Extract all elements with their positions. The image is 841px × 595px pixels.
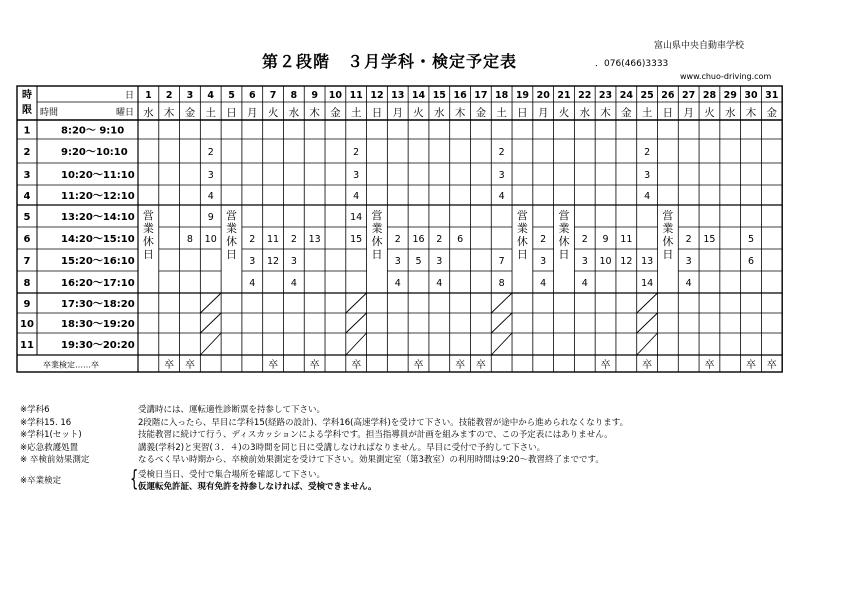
exam-note-line2: 仮運転免許証、現有免許を持参しなければ、受検できません。 xyxy=(138,482,377,492)
exam-note-label: ※卒業検定 xyxy=(20,475,62,486)
exam-row-label: 卒業検定……卒 xyxy=(43,360,99,370)
period-number: 8 xyxy=(23,278,31,289)
exam-mark: 卒 xyxy=(268,360,279,371)
day-number: 14 xyxy=(411,90,426,101)
period-number: 4 xyxy=(23,191,31,202)
day-number: 1 xyxy=(145,90,152,101)
closed-day-label: 日 xyxy=(371,248,383,261)
weekday: 金 xyxy=(330,107,341,119)
weekday: 月 xyxy=(683,107,694,119)
schedule-cell: 3 xyxy=(394,256,401,267)
period-number: 2 xyxy=(23,147,31,158)
note-label: ※応急救護処置 xyxy=(20,442,79,453)
period-time: 18:30～19:20 xyxy=(61,319,135,330)
day-number: 11 xyxy=(349,90,363,101)
weekday: 土 xyxy=(641,107,653,119)
note-text: なるべく早い時期から、卒検前効果測定を受けて下さい。効果測定室（第3教室）の利用時間は9:20～教習終了までです。 xyxy=(138,455,604,465)
website-url: www.chuo-driving.com xyxy=(680,72,772,81)
schedule-cell: 4 xyxy=(290,278,297,289)
weekday: 日 xyxy=(517,107,528,119)
period-number: 9 xyxy=(23,299,31,310)
schedule-cell: 2 xyxy=(353,147,360,158)
page-title: 第２段階 ３月学科・検定予定表 xyxy=(262,52,518,71)
period-time: 15:20～16:10 xyxy=(61,256,135,267)
exam-mark: 卒 xyxy=(642,360,653,371)
closed-day-label: 営 xyxy=(226,209,238,222)
weekday: 日 xyxy=(226,107,237,119)
period-time: 16:20～17:10 xyxy=(61,278,135,289)
day-number: 28 xyxy=(702,90,717,101)
exam-mark: 卒 xyxy=(766,360,777,371)
exam-mark: 卒 xyxy=(600,360,611,371)
schedule-cell: 14 xyxy=(641,278,654,289)
schedule-cell: 2 xyxy=(685,234,692,245)
weekday: 水 xyxy=(434,107,445,119)
schedule-cell: 9 xyxy=(602,234,609,245)
unavailable-slash xyxy=(346,333,367,355)
schedule-cell: 11 xyxy=(620,234,633,245)
period-number: 6 xyxy=(23,234,31,245)
weekday: 土 xyxy=(496,107,507,119)
schedule-cell: 3 xyxy=(644,170,651,181)
schedule-cell: 5 xyxy=(415,256,422,267)
closed-day-label: 営 xyxy=(662,209,674,222)
note-item xyxy=(20,417,628,430)
schedule-cell: 6 xyxy=(747,256,755,267)
closed-day-label: 営 xyxy=(558,209,570,222)
period-time: 19:30～20:20 xyxy=(61,340,135,351)
schedule-cell: 6 xyxy=(457,234,464,245)
weekday: 月 xyxy=(537,107,549,119)
schedule-cell: 5 xyxy=(747,234,755,245)
unavailable-slash xyxy=(637,293,658,313)
period-time: 14:20～15:10 xyxy=(61,234,135,245)
schedule-cell: 14 xyxy=(350,212,363,223)
exam-mark: 卒 xyxy=(704,360,715,371)
closed-day-label: 営 xyxy=(142,209,154,222)
schedule-cell: 9 xyxy=(207,212,214,223)
schedule-cell: 16 xyxy=(412,234,425,245)
closed-day-label: 休 xyxy=(662,235,674,248)
weekday: 土 xyxy=(350,107,362,119)
exam-mark: 卒 xyxy=(413,360,424,371)
schedule-cell: 8 xyxy=(498,278,505,289)
day-number: 26 xyxy=(661,90,675,101)
weekday: 火 xyxy=(267,107,279,119)
day-number: 29 xyxy=(723,90,737,101)
schedule-cell: 2 xyxy=(498,147,505,158)
note-text: 受講時には、運転適性診断票を持参して下さい。 xyxy=(138,405,326,415)
schedule-cell: 4 xyxy=(644,191,651,202)
unavailable-slash xyxy=(200,333,221,355)
note-label: ※学科1(セット) xyxy=(20,430,82,440)
day-number: 22 xyxy=(578,90,592,101)
period-time: 10:20～11:10 xyxy=(61,170,135,181)
schedule-cell: 3 xyxy=(498,170,505,181)
closed-day-label: 日 xyxy=(558,248,570,261)
day-number: 19 xyxy=(515,90,530,101)
weekday: 金 xyxy=(475,107,487,119)
period-number: 10 xyxy=(20,319,34,330)
schedule-cell: 10 xyxy=(599,256,612,267)
weekday: 木 xyxy=(454,107,466,119)
closed-day-label: 営 xyxy=(371,209,383,222)
closed-day-label: 業 xyxy=(558,222,570,235)
schedule-cell: 4 xyxy=(540,278,547,289)
schedule-cell: 4 xyxy=(249,278,256,289)
schedule-cell: 4 xyxy=(394,278,401,289)
exam-mark: 卒 xyxy=(455,360,466,371)
weekday: 木 xyxy=(163,107,175,119)
day-number: 20 xyxy=(536,90,550,101)
header-time-label: 時間 xyxy=(40,108,59,118)
day-number: 5 xyxy=(228,90,235,101)
weekday: 金 xyxy=(184,107,196,119)
closed-day-label: 日 xyxy=(226,248,238,261)
day-number: 21 xyxy=(557,90,571,101)
day-number: 12 xyxy=(370,90,384,101)
unavailable-slash xyxy=(491,313,512,333)
period-number: 3 xyxy=(23,170,31,181)
note-text: 技能教習に続けて行う、ディスカッションによる学科です。担当指導員が計画を組みますので、この予定表にはありません。 xyxy=(138,430,613,440)
header-period: 限 xyxy=(22,105,32,116)
weekday: 木 xyxy=(745,107,757,119)
weekday: 火 xyxy=(704,107,715,119)
header-day-label: 日 xyxy=(124,91,134,101)
note-item xyxy=(20,429,628,442)
schedule-cell: 3 xyxy=(207,170,214,181)
weekday: 水 xyxy=(143,107,154,119)
schedule-cell: 10 xyxy=(204,234,217,245)
schedule-cell: 3 xyxy=(436,256,443,267)
closed-day-label: 日 xyxy=(516,248,528,261)
closed-day-label: 日 xyxy=(662,248,674,261)
schedule-cell: 12 xyxy=(620,256,633,267)
schedule-cell: 4 xyxy=(685,278,692,289)
weekday: 月 xyxy=(247,107,258,119)
exam-note xyxy=(20,466,628,494)
exam-note-line1: 受検日当日、受付で集合場所を確認して下さい。 xyxy=(138,469,326,480)
day-number: 27 xyxy=(682,90,696,101)
period-time: 8:20～ 9:10 xyxy=(61,125,125,137)
schedule-cell: 2 xyxy=(436,234,443,245)
unavailable-slash xyxy=(491,293,512,313)
schedule-cell: 15 xyxy=(703,234,716,245)
phone-number: ．076(466)3333 xyxy=(595,59,669,69)
period-number: 1 xyxy=(23,125,31,137)
closed-day-label: 日 xyxy=(142,248,154,261)
day-number: 30 xyxy=(744,90,758,101)
note-text: 2段階に入ったら、早目に学科15(経路の設計)、学科16(高速学科)を受けて下さい。技能教習が途中から進められなくなります。 xyxy=(138,417,629,428)
schedule-cell: 4 xyxy=(436,278,443,289)
period-time: 9:20～10:10 xyxy=(61,147,128,158)
weekday: 水 xyxy=(579,107,591,119)
schedule-cell: 8 xyxy=(186,234,193,245)
schedule-cell: 2 xyxy=(290,234,297,245)
day-number: 16 xyxy=(453,90,467,101)
weekday: 木 xyxy=(309,107,320,119)
day-number: 15 xyxy=(432,90,446,101)
schedule-cell: 13 xyxy=(641,256,654,267)
schedule-cell: 2 xyxy=(394,234,401,245)
closed-day-label: 営 xyxy=(516,209,528,222)
header-weekday-label: 曜日 xyxy=(115,108,134,118)
day-number: 6 xyxy=(248,90,256,101)
schedule-cell: 15 xyxy=(350,234,363,245)
day-number: 2 xyxy=(165,90,173,101)
schedule-cell: 3 xyxy=(290,256,297,267)
closed-day-label: 休 xyxy=(558,235,570,248)
period-number: 5 xyxy=(23,212,31,223)
note-item xyxy=(20,442,628,455)
weekday: 日 xyxy=(662,107,674,119)
brace-icon: { xyxy=(130,466,139,492)
day-number: 7 xyxy=(269,90,277,101)
weekday: 月 xyxy=(392,107,403,119)
schedule-cell: 2 xyxy=(644,147,651,158)
schedule-cell: 2 xyxy=(249,234,256,245)
schedule-cell: 4 xyxy=(207,191,214,202)
period-time: 13:20～14:10 xyxy=(61,212,135,223)
notes-section xyxy=(20,404,628,494)
note-item xyxy=(20,454,628,467)
schedule-cell: 3 xyxy=(249,256,256,267)
schedule-cell: 4 xyxy=(353,191,360,202)
schedule-cell: 2 xyxy=(581,234,588,245)
schedule-cell: 2 xyxy=(540,234,547,245)
period-number: 11 xyxy=(20,340,34,351)
unavailable-slash xyxy=(346,313,367,333)
day-number: 17 xyxy=(474,90,488,101)
closed-day-label: 休 xyxy=(516,235,528,248)
day-number: 13 xyxy=(391,90,405,101)
day-number: 9 xyxy=(311,90,318,101)
schedule-cell: 4 xyxy=(581,278,588,289)
schedule-cell: 3 xyxy=(685,256,692,267)
day-number: 23 xyxy=(598,90,613,101)
schedule-cell: 4 xyxy=(498,191,505,202)
schedule-cell: 13 xyxy=(308,234,321,245)
weekday: 水 xyxy=(288,107,300,119)
header-period: 時 xyxy=(22,90,32,101)
unavailable-slash xyxy=(637,313,658,333)
unavailable-slash xyxy=(200,313,221,333)
unavailable-slash xyxy=(637,333,658,355)
closed-day-label: 業 xyxy=(142,222,154,235)
day-number: 8 xyxy=(290,90,298,101)
note-item xyxy=(20,404,628,417)
period-time: 17:30～18:20 xyxy=(61,299,135,310)
weekday: 水 xyxy=(724,107,736,119)
closed-day-label: 休 xyxy=(142,235,154,248)
day-number: 31 xyxy=(765,90,779,101)
weekday: 土 xyxy=(205,107,216,119)
closed-day-label: 休 xyxy=(371,235,383,248)
weekday: 木 xyxy=(600,107,611,119)
school-name: 富山県中央自動車学校 xyxy=(654,41,745,51)
note-label: ※ 卒検前効果測定 xyxy=(20,455,90,465)
closed-day-label: 業 xyxy=(662,222,674,235)
schedule-cell: 2 xyxy=(207,147,214,158)
schedule-cell: 3 xyxy=(540,256,547,267)
exam-mark: 卒 xyxy=(746,360,757,371)
exam-mark: 卒 xyxy=(184,360,195,371)
schedule-cell: 12 xyxy=(267,256,280,267)
closed-day-label: 休 xyxy=(226,235,238,248)
note-label: ※学科15. 16 xyxy=(20,417,72,428)
exam-mark: 卒 xyxy=(164,360,175,371)
weekday: 火 xyxy=(558,107,570,119)
closed-day-label: 業 xyxy=(226,222,238,235)
weekday: 金 xyxy=(621,107,632,119)
weekday: 金 xyxy=(766,107,778,119)
unavailable-slash xyxy=(200,293,221,313)
day-number: 10 xyxy=(328,90,343,101)
exam-mark: 卒 xyxy=(309,360,320,371)
day-number: 24 xyxy=(619,90,633,101)
exam-mark: 卒 xyxy=(475,360,486,371)
closed-day-label: 業 xyxy=(516,222,528,235)
exam-mark: 卒 xyxy=(351,360,362,371)
day-number: 25 xyxy=(640,90,654,101)
period-time: 11:20～12:10 xyxy=(61,191,135,202)
schedule-cell: 3 xyxy=(353,170,360,181)
unavailable-slash xyxy=(491,333,512,355)
closed-day-label: 業 xyxy=(371,222,383,235)
day-number: 4 xyxy=(207,90,215,101)
unavailable-slash xyxy=(346,293,367,313)
day-number: 3 xyxy=(186,90,194,101)
period-number: 7 xyxy=(23,256,31,267)
weekday: 日 xyxy=(371,107,383,119)
note-label: ※学科6 xyxy=(20,405,50,415)
weekday: 火 xyxy=(413,107,424,119)
note-text: 講義(学科2)と実習(３．４)の3時間を同じ日に受講しなければなりません。早目に受付で予約して下さい。 xyxy=(138,442,546,453)
schedule-cell: 11 xyxy=(267,234,280,245)
schedule-cell: 3 xyxy=(581,256,588,267)
day-number: 18 xyxy=(495,90,509,101)
schedule-cell: 7 xyxy=(498,256,505,267)
